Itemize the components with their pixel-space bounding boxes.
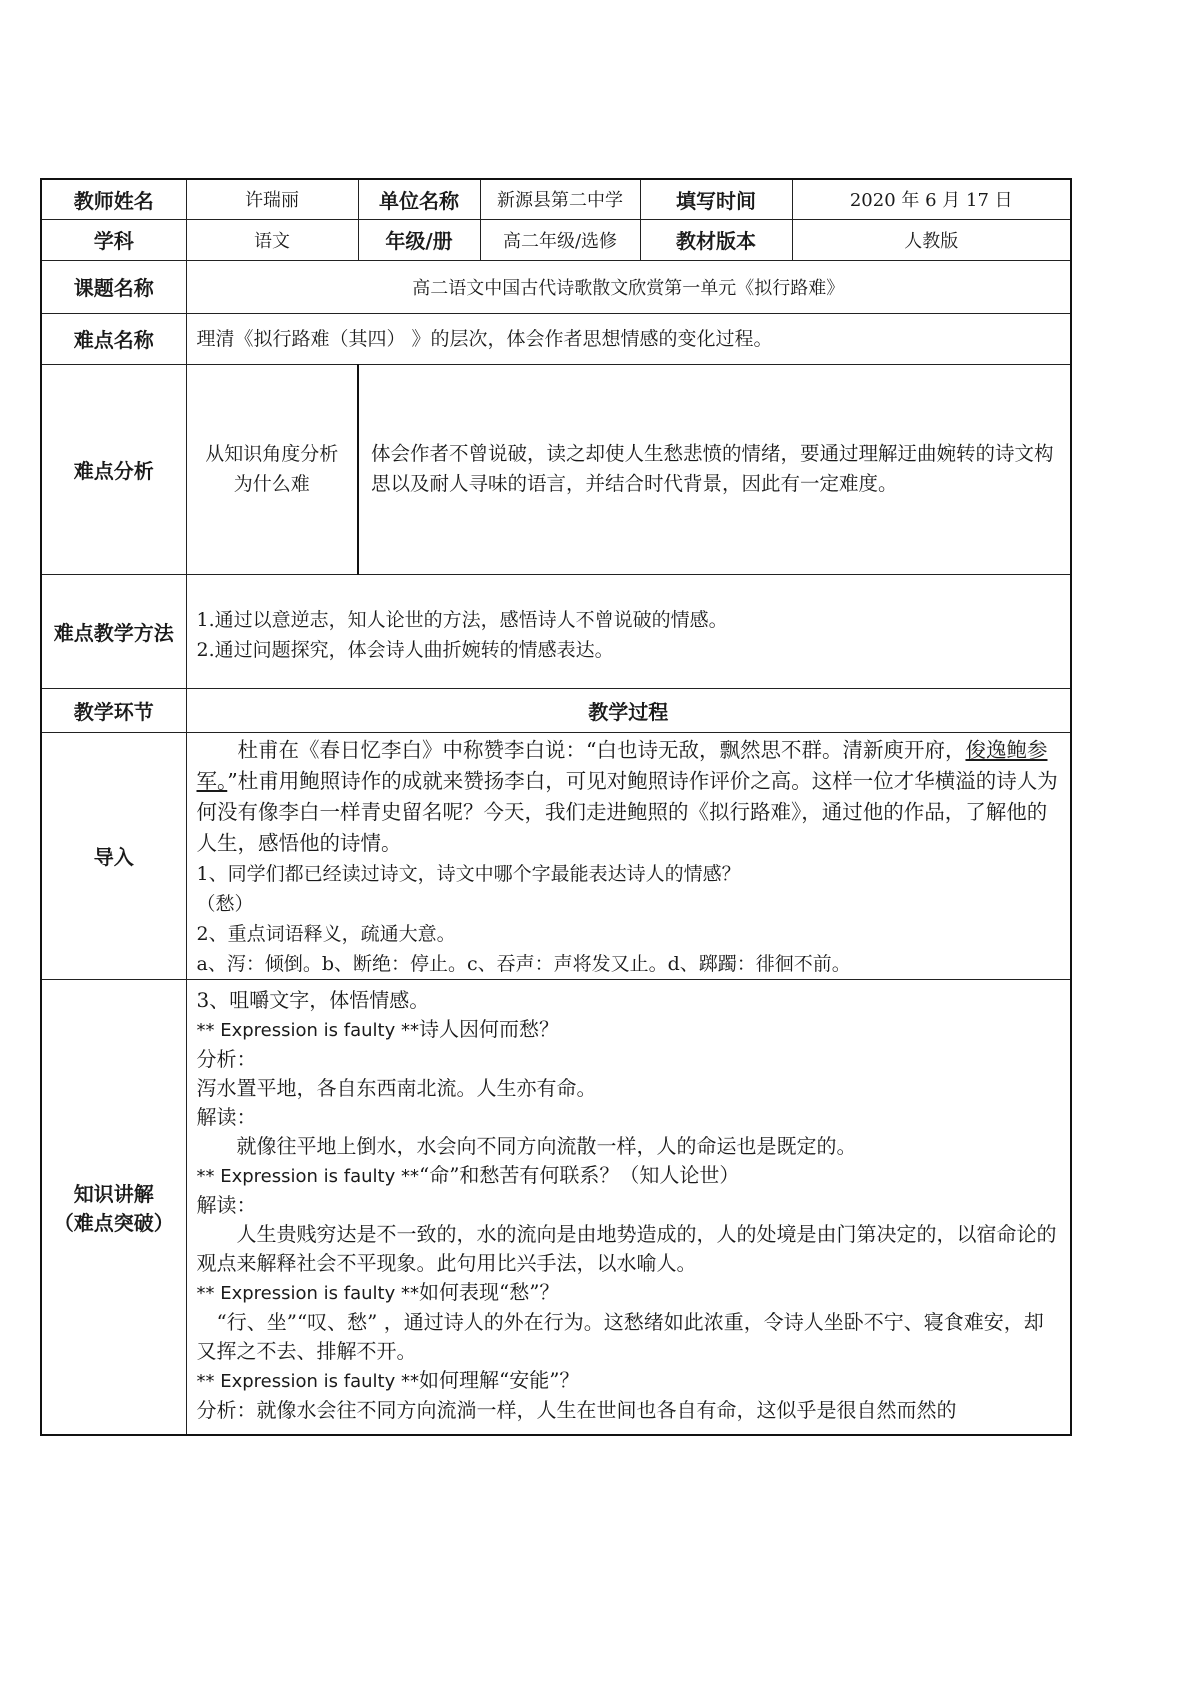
subject-label: 学科 bbox=[41, 219, 186, 260]
header-row-1 bbox=[41, 179, 1071, 219]
knowledge-line-7 bbox=[197, 1161, 1061, 1191]
knowledge-line-2 bbox=[197, 1015, 1061, 1045]
knowledge-question-4: 如何理解“安能”？ bbox=[418, 1367, 580, 1392]
teacher-label: 教师姓名 bbox=[41, 179, 186, 219]
intro-question-2: 2、重点词语释义，疏通大意。 bbox=[196, 922, 456, 945]
knowledge-cell bbox=[186, 979, 1071, 1435]
intro-question-1: 1、同学们都已经读过诗文，诗文中哪个字最能表达诗人的情感？ bbox=[196, 862, 741, 885]
date-label: 填写时间 bbox=[640, 179, 792, 219]
knowledge-line-13: 分析：就像水会往不同方向流淌一样，人生在世间也各自有命，这似乎是很自然而然的 bbox=[196, 1397, 957, 1422]
unit-label: 单位名称 bbox=[358, 179, 480, 219]
method-line-2: 2.通过问题探究，体会诗人曲折婉转的情感表达。 bbox=[196, 638, 614, 661]
knowledge-label-line-2: （难点突破） bbox=[53, 1210, 174, 1235]
knowledge-line-5: 解读： bbox=[196, 1104, 257, 1129]
difficulty-value: 理清《拟行路难（其四） 》的层次，体会作者思想情感的变化过程。 bbox=[186, 313, 1071, 364]
intro-answer-1: （愁） bbox=[196, 892, 254, 915]
grade-value: 高二年级/选修 bbox=[480, 219, 640, 260]
process-stage-header: 教学环节 bbox=[41, 688, 186, 732]
knowledge-question-2: “命”和愁苦有何联系？（知人论世） bbox=[418, 1162, 740, 1187]
faulty-expression: ** Expression is faulty ** bbox=[196, 1165, 419, 1187]
analysis-row bbox=[41, 364, 1071, 574]
faulty-expression: ** Expression is faulty ** bbox=[196, 1282, 419, 1304]
faulty-expression: ** Expression is faulty ** bbox=[196, 1019, 419, 1041]
knowledge-line-9: 人生贵贱穷达是不一致的，水的流向是由地势造成的，人的处境是由门第决定的，以宿命论的观点来解释社会不平现象。此句用比兴手法，以水喻人。 bbox=[196, 1221, 1057, 1275]
method-cell bbox=[186, 574, 1071, 688]
knowledge-line-10 bbox=[197, 1278, 1061, 1308]
method-line-1: 1.通过以意逆志，知人论世的方法，感悟诗人不曾说破的情感。 bbox=[196, 608, 728, 631]
analysis-sublabel-line-1: 从知识角度分析 bbox=[205, 443, 339, 465]
topic-label: 课题名称 bbox=[41, 260, 186, 313]
knowledge-question-3: 如何表现“愁”？ bbox=[418, 1279, 560, 1304]
analysis-sublabel-line-2: 为什么难 bbox=[233, 473, 310, 495]
intro-paragraph bbox=[197, 735, 1061, 859]
subject-value: 语文 bbox=[186, 219, 358, 260]
intro-paragraph-part-b: ”杜甫用鲍照诗作的成就来赞扬李白，可见对鲍照诗作评价之高。这样一位才华横溢的诗人为何没有像李白一样青史留名呢？今天，我们走进鲍照的《拟行路难》，通过他的作品，了解他的人生，感悟他的诗情。 bbox=[196, 768, 1058, 855]
analysis-value: 体会作者不曾说破，读之却使人生愁悲愤的情绪，要通过理解迂曲婉转的诗文构思以及耐人寻味的语言，并结合时代背景，因此有一定难度。 bbox=[358, 364, 1071, 574]
header-row-2 bbox=[41, 219, 1071, 260]
edition-label: 教材版本 bbox=[640, 219, 792, 260]
topic-row bbox=[41, 260, 1071, 313]
analysis-sublabel bbox=[186, 364, 358, 574]
knowledge-question-1: 诗人因何而愁？ bbox=[418, 1016, 559, 1041]
knowledge-line-8: 解读： bbox=[196, 1192, 257, 1217]
difficulty-row bbox=[41, 313, 1071, 364]
knowledge-line-6: 就像往平地上倒水，水会向不同方向流散一样，人的命运也是既定的。 bbox=[236, 1133, 857, 1158]
knowledge-label bbox=[41, 979, 186, 1435]
lesson-plan-table bbox=[40, 178, 1072, 1436]
faulty-expression: ** Expression is faulty ** bbox=[196, 1370, 419, 1392]
unit-value: 新源县第二中学 bbox=[480, 179, 640, 219]
teacher-value: 许瑞丽 bbox=[186, 179, 358, 219]
grade-label: 年级/册 bbox=[358, 219, 480, 260]
process-header-row bbox=[41, 688, 1071, 732]
lesson-plan-sheet bbox=[40, 178, 1070, 1436]
difficulty-label: 难点名称 bbox=[41, 313, 186, 364]
intro-paragraph-part-a: 杜甫在《春日忆李白》中称赞李白说：“白也诗无敌，飘然思不群。清新庾开府， bbox=[237, 737, 966, 762]
knowledge-line-3: 分析： bbox=[196, 1046, 257, 1071]
knowledge-row bbox=[41, 979, 1071, 1435]
knowledge-line-4: 泻水置平地，各自东西南北流。人生亦有命。 bbox=[196, 1075, 597, 1100]
topic-value: 高二语文中国古代诗歌散文欣赏第一单元《拟行路难》 bbox=[186, 260, 1071, 313]
edition-value: 人教版 bbox=[792, 219, 1071, 260]
intro-cell bbox=[186, 732, 1071, 979]
intro-paragraph-underlined: 俊逸鲍参军。 bbox=[196, 737, 1048, 793]
method-label: 难点教学方法 bbox=[41, 574, 186, 688]
knowledge-line-11: “行、坐”“叹、愁” ，通过诗人的外在行为。这愁绪如此浓重，令诗人坐卧不宁、寝食难安，却又挥之不去、排解不开。 bbox=[196, 1309, 1044, 1363]
method-row bbox=[41, 574, 1071, 688]
intro-terms: a、泻：倾倒。b、断绝：停止。c、吞声：声将发又止。d、踯躅：徘徊不前。 bbox=[196, 952, 851, 975]
date-value: 2020 年 6 月 17 日 bbox=[792, 179, 1071, 219]
knowledge-line-1: 3、咀嚼文字，体悟情感。 bbox=[196, 987, 430, 1012]
knowledge-label-line-1: 知识讲解 bbox=[73, 1181, 154, 1206]
analysis-label: 难点分析 bbox=[41, 364, 186, 574]
knowledge-line-12 bbox=[197, 1366, 1061, 1396]
intro-row bbox=[41, 732, 1071, 979]
process-content-header: 教学过程 bbox=[186, 688, 1071, 732]
intro-label: 导入 bbox=[41, 732, 186, 979]
